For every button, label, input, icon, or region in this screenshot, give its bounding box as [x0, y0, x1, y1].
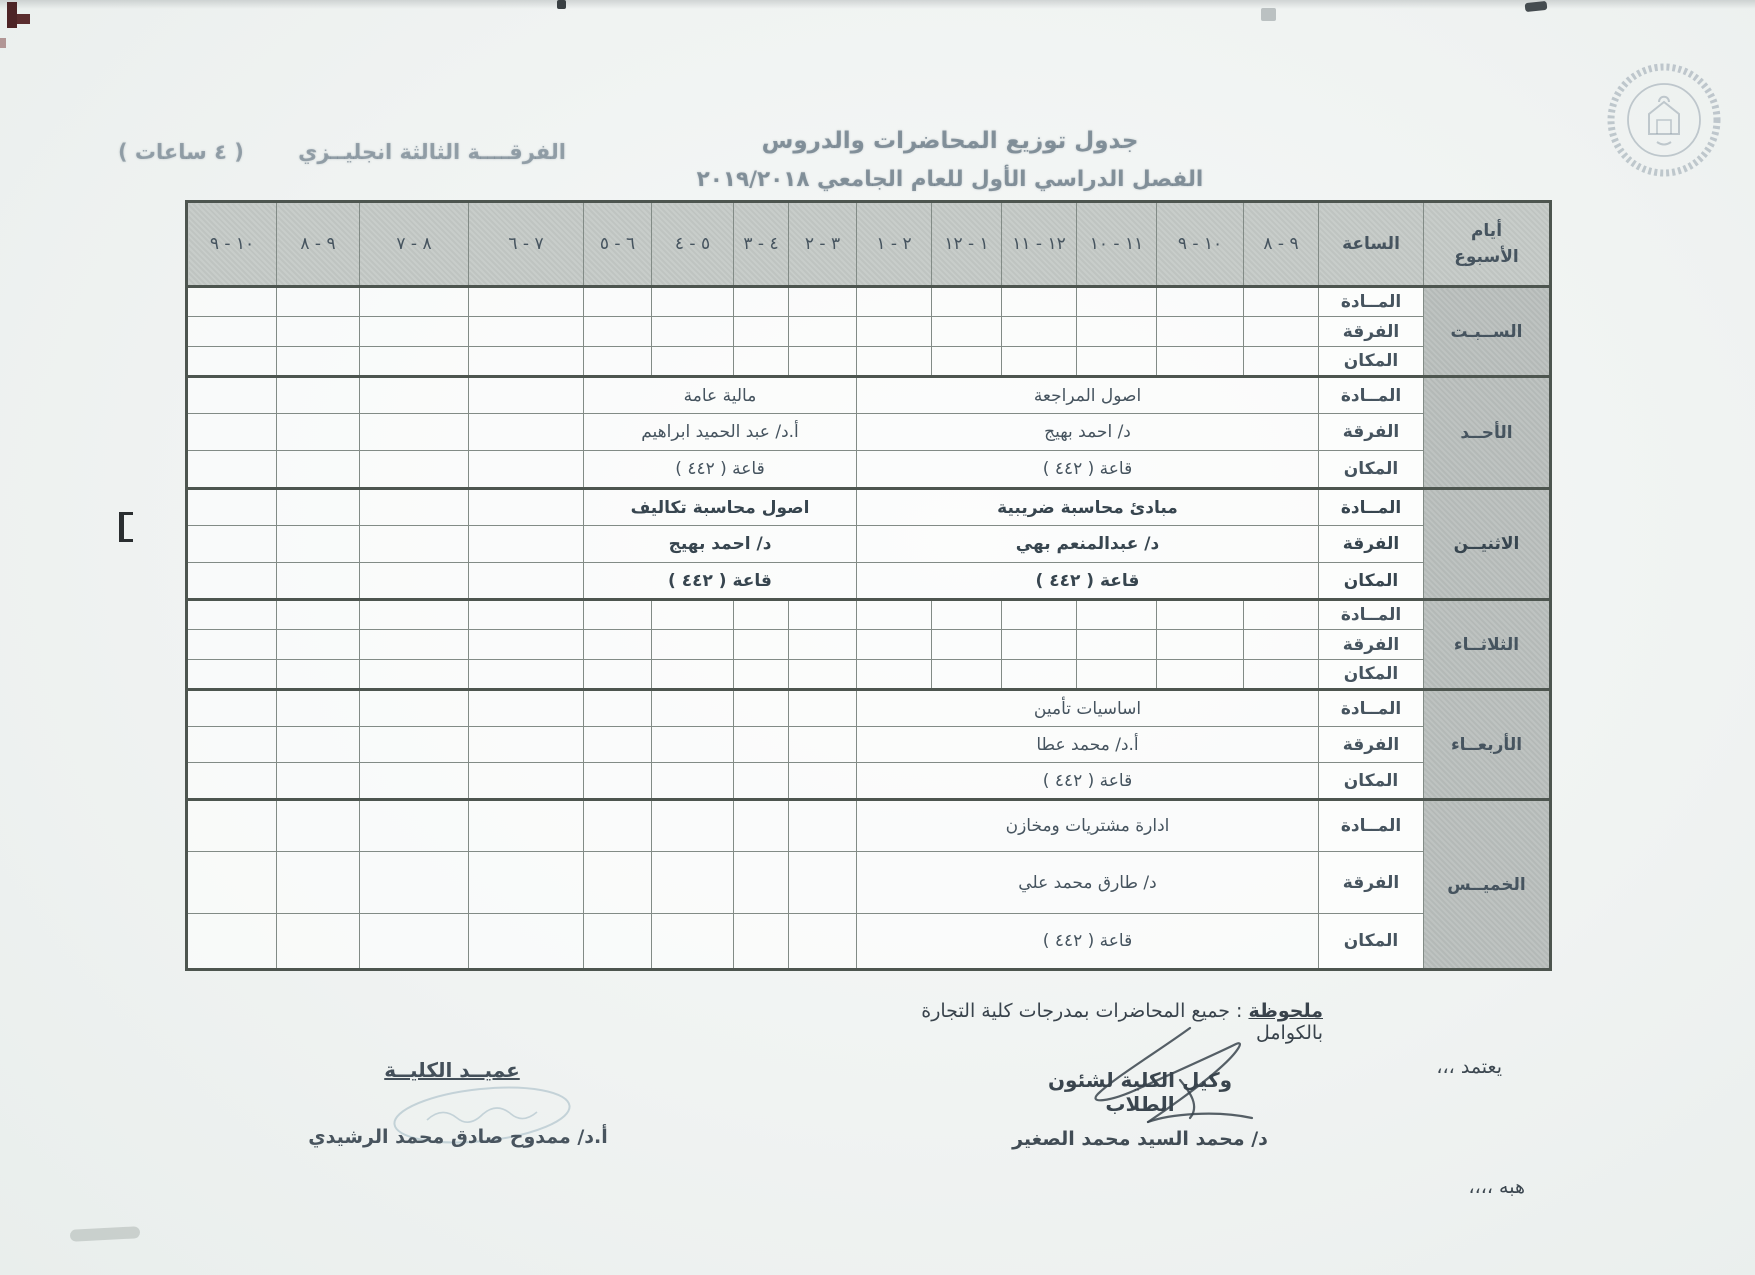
- empty-cell: [360, 377, 469, 414]
- empty-cell: [652, 800, 734, 852]
- day-cell: الخميــس: [1424, 800, 1551, 970]
- row-label-cell: المــادة: [1319, 377, 1424, 414]
- time-slot-header: ٧ - ٦: [469, 202, 584, 287]
- empty-cell: [360, 414, 469, 451]
- row-label-cell: المكان: [1319, 347, 1424, 377]
- empty-cell: [469, 852, 584, 914]
- day-cell: الثلاثــاء: [1424, 600, 1551, 690]
- row-label-cell: المــادة: [1319, 489, 1424, 526]
- empty-cell: [360, 763, 469, 800]
- empty-cell: [360, 526, 469, 563]
- empty-cell: [1157, 317, 1244, 347]
- empty-cell: [469, 526, 584, 563]
- empty-cell: [1002, 600, 1077, 630]
- empty-cell: [277, 600, 360, 630]
- empty-cell: [789, 690, 857, 727]
- note-body: : جميع المحاضرات بمدرجات كلية التجارة بالكوامل: [921, 1000, 1323, 1044]
- days-corner-header: أيام الأسبوع: [1424, 202, 1551, 287]
- empty-cell: [187, 414, 277, 451]
- empty-cell: [277, 763, 360, 800]
- empty-cell: [932, 317, 1002, 347]
- empty-cell: [652, 690, 734, 727]
- empty-cell: [584, 852, 652, 914]
- empty-cell: [652, 287, 734, 317]
- empty-cell: [277, 414, 360, 451]
- empty-cell: [932, 287, 1002, 317]
- empty-cell: [469, 489, 584, 526]
- row-label-cell: المــادة: [1319, 600, 1424, 630]
- lecture-cell: د/ احمد بهيج: [857, 414, 1319, 451]
- empty-cell: [734, 660, 789, 690]
- class-info-hours: ( ٤ ساعات ): [118, 140, 244, 164]
- empty-cell: [187, 852, 277, 914]
- empty-cell: [932, 600, 1002, 630]
- empty-cell: [1244, 600, 1319, 630]
- scan-artifact: [119, 512, 133, 542]
- empty-cell: [652, 347, 734, 377]
- empty-cell: [789, 347, 857, 377]
- empty-cell: [734, 630, 789, 660]
- empty-cell: [1244, 347, 1319, 377]
- empty-cell: [187, 763, 277, 800]
- empty-cell: [360, 451, 469, 489]
- empty-cell: [187, 317, 277, 347]
- empty-cell: [1077, 347, 1157, 377]
- scan-edge-shadow: [0, 0, 1755, 9]
- empty-cell: [584, 287, 652, 317]
- time-slot-header: ١٢ - ١١: [1002, 202, 1077, 287]
- empty-cell: [360, 727, 469, 763]
- empty-cell: [1077, 317, 1157, 347]
- lecture-cell: ادارة مشتريات ومخازن: [857, 800, 1319, 852]
- empty-cell: [187, 347, 277, 377]
- time-slot-header: ٦ - ٥: [584, 202, 652, 287]
- row-label-cell: المــادة: [1319, 800, 1424, 852]
- empty-cell: [360, 317, 469, 347]
- empty-cell: [469, 690, 584, 727]
- empty-cell: [857, 600, 932, 630]
- empty-cell: [469, 914, 584, 970]
- empty-cell: [360, 489, 469, 526]
- empty-cell: [277, 727, 360, 763]
- empty-cell: [469, 563, 584, 600]
- time-slot-header: ٥ - ٤: [652, 202, 734, 287]
- empty-cell: [277, 690, 360, 727]
- scan-artifact: [557, 0, 566, 9]
- empty-cell: [187, 563, 277, 600]
- empty-cell: [277, 451, 360, 489]
- empty-cell: [187, 600, 277, 630]
- empty-cell: [734, 800, 789, 852]
- empty-cell: [277, 852, 360, 914]
- empty-cell: [187, 800, 277, 852]
- empty-cell: [187, 377, 277, 414]
- empty-cell: [1002, 630, 1077, 660]
- empty-cell: [734, 347, 789, 377]
- handwritten-note: هبه ،،،،: [1468, 1176, 1525, 1198]
- lecture-cell: قاعة ( ٤٤٢ ): [857, 914, 1319, 970]
- empty-cell: [789, 660, 857, 690]
- vice-dean-title: وكيل الكلية لشئون الطلاب: [1047, 1068, 1233, 1116]
- lecture-cell: قاعة ( ٤٤٢ ): [584, 451, 857, 489]
- empty-cell: [360, 563, 469, 600]
- empty-cell: [789, 287, 857, 317]
- empty-cell: [469, 377, 584, 414]
- empty-cell: [187, 630, 277, 660]
- empty-cell: [277, 489, 360, 526]
- time-slot-header: ٤ - ٣: [734, 202, 789, 287]
- day-cell: الاثنيــن: [1424, 489, 1551, 600]
- empty-cell: [277, 660, 360, 690]
- empty-cell: [857, 317, 932, 347]
- empty-cell: [789, 600, 857, 630]
- empty-cell: [1157, 630, 1244, 660]
- scan-artifact: [70, 1226, 141, 1242]
- empty-cell: [734, 287, 789, 317]
- empty-cell: [584, 914, 652, 970]
- empty-cell: [652, 763, 734, 800]
- vice-dean-signature: [1040, 1022, 1290, 1142]
- empty-cell: [734, 763, 789, 800]
- empty-cell: [469, 600, 584, 630]
- empty-cell: [187, 287, 277, 317]
- empty-cell: [1157, 287, 1244, 317]
- scan-artifact: [17, 14, 30, 24]
- lecture-cell: قاعة ( ٤٤٢ ): [857, 563, 1319, 600]
- empty-cell: [469, 317, 584, 347]
- schedule-subtitle: الفصل الدراسي الأول للعام الجامعي ٢٠١٩/٢٠١٨: [696, 167, 1204, 192]
- empty-cell: [652, 852, 734, 914]
- time-slot-header: ١٠ - ٩: [1157, 202, 1244, 287]
- empty-cell: [734, 727, 789, 763]
- row-label-cell: المكان: [1319, 563, 1424, 600]
- schedule-table: [185, 200, 1552, 971]
- row-label-cell: الفرقة: [1319, 852, 1424, 914]
- note-label: ملحوظة: [1248, 1000, 1323, 1022]
- time-slot-header: ١١ - ١٠: [1077, 202, 1157, 287]
- lecture-cell: مبادئ محاسبة ضريبية: [857, 489, 1319, 526]
- time-slot-header: ٢ - ١: [857, 202, 932, 287]
- time-slot-header: ١٠ - ٩: [187, 202, 277, 287]
- lecture-cell: د/ طارق محمد علي: [857, 852, 1319, 914]
- row-label-cell: المكان: [1319, 763, 1424, 800]
- row-label-cell: المــادة: [1319, 690, 1424, 727]
- schedule-title: جدول توزيع المحاضرات والدروس: [761, 128, 1139, 154]
- class-info-name: الفرقــــة الثالثة انجليــزي: [298, 140, 566, 164]
- empty-cell: [857, 287, 932, 317]
- empty-cell: [469, 660, 584, 690]
- lecture-cell: أ.د/ محمد عطا: [857, 727, 1319, 763]
- empty-cell: [584, 800, 652, 852]
- time-slot-header: ١ - ١٢: [932, 202, 1002, 287]
- day-cell: الســبـت: [1424, 287, 1551, 377]
- empty-cell: [1002, 660, 1077, 690]
- lecture-cell: د/ عبدالمنعم بهي: [857, 526, 1319, 563]
- empty-cell: [187, 690, 277, 727]
- dean-title: عميــد الكليــة: [384, 1058, 520, 1082]
- empty-cell: [789, 800, 857, 852]
- day-cell: الأربعــاء: [1424, 690, 1551, 800]
- empty-cell: [584, 690, 652, 727]
- empty-cell: [469, 800, 584, 852]
- approve-label: يعتمد ،،،: [1436, 1056, 1502, 1078]
- day-cell: الأحــد: [1424, 377, 1551, 489]
- empty-cell: [1244, 630, 1319, 660]
- empty-cell: [857, 347, 932, 377]
- empty-cell: [1157, 347, 1244, 377]
- empty-cell: [584, 600, 652, 630]
- empty-cell: [277, 630, 360, 660]
- empty-cell: [187, 914, 277, 970]
- empty-cell: [789, 914, 857, 970]
- empty-cell: [584, 727, 652, 763]
- empty-cell: [652, 727, 734, 763]
- empty-cell: [187, 489, 277, 526]
- empty-cell: [360, 347, 469, 377]
- empty-cell: [1077, 600, 1157, 630]
- empty-cell: [277, 800, 360, 852]
- empty-cell: [1157, 600, 1244, 630]
- empty-cell: [584, 630, 652, 660]
- empty-cell: [1077, 287, 1157, 317]
- lecture-cell: قاعة ( ٤٤٢ ): [857, 451, 1319, 489]
- empty-cell: [360, 690, 469, 727]
- scan-artifact: [7, 2, 17, 28]
- empty-cell: [1002, 317, 1077, 347]
- empty-cell: [734, 852, 789, 914]
- empty-cell: [652, 317, 734, 347]
- time-slot-header: ٨ - ٧: [360, 202, 469, 287]
- empty-cell: [734, 600, 789, 630]
- empty-cell: [360, 287, 469, 317]
- empty-cell: [469, 287, 584, 317]
- row-label-cell: المكان: [1319, 451, 1424, 489]
- row-label-cell: الفرقة: [1319, 414, 1424, 451]
- empty-cell: [360, 914, 469, 970]
- vice-dean-name: د/ محمد السيد محمد الصغير: [1012, 1128, 1268, 1150]
- empty-cell: [932, 347, 1002, 377]
- empty-cell: [469, 451, 584, 489]
- empty-cell: [277, 563, 360, 600]
- empty-cell: [734, 317, 789, 347]
- empty-cell: [360, 630, 469, 660]
- empty-cell: [360, 800, 469, 852]
- empty-cell: [652, 630, 734, 660]
- hour-header: الساعة: [1319, 202, 1424, 287]
- empty-cell: [1244, 287, 1319, 317]
- empty-cell: [652, 914, 734, 970]
- empty-cell: [1157, 660, 1244, 690]
- dean-name: أ.د/ ممدوح صادق محمد الرشيدي: [308, 1126, 608, 1148]
- row-label-cell: الفرقة: [1319, 317, 1424, 347]
- empty-cell: [1244, 317, 1319, 347]
- empty-cell: [277, 347, 360, 377]
- empty-cell: [932, 660, 1002, 690]
- row-label-cell: المكان: [1319, 914, 1424, 970]
- schedule-title-block: [690, 128, 1210, 192]
- empty-cell: [277, 377, 360, 414]
- empty-cell: [584, 347, 652, 377]
- empty-cell: [857, 630, 932, 660]
- empty-cell: [1244, 660, 1319, 690]
- row-label-cell: المكان: [1319, 660, 1424, 690]
- empty-cell: [360, 600, 469, 630]
- empty-cell: [652, 600, 734, 630]
- lecture-cell: اصول محاسبة تكاليف: [584, 489, 857, 526]
- empty-cell: [584, 660, 652, 690]
- empty-cell: [469, 763, 584, 800]
- empty-cell: [469, 630, 584, 660]
- empty-cell: [1077, 630, 1157, 660]
- empty-cell: [187, 660, 277, 690]
- lecture-cell: مالية عامة: [584, 377, 857, 414]
- empty-cell: [1002, 347, 1077, 377]
- empty-cell: [277, 317, 360, 347]
- university-seal-icon: [1605, 58, 1723, 180]
- empty-cell: [469, 347, 584, 377]
- empty-cell: [734, 914, 789, 970]
- lecture-cell: قاعة ( ٤٤٢ ): [857, 763, 1319, 800]
- scan-artifact: [1261, 8, 1276, 21]
- empty-cell: [789, 727, 857, 763]
- empty-cell: [187, 526, 277, 563]
- lecture-cell: اساسيات تأمين: [857, 690, 1319, 727]
- empty-cell: [277, 526, 360, 563]
- empty-cell: [789, 630, 857, 660]
- time-slot-header: ٣ - ٢: [789, 202, 857, 287]
- empty-cell: [360, 852, 469, 914]
- row-label-cell: الفرقة: [1319, 727, 1424, 763]
- lecture-cell: اصول المراجعة: [857, 377, 1319, 414]
- empty-cell: [789, 317, 857, 347]
- empty-cell: [789, 852, 857, 914]
- time-slot-header: ٩ - ٨: [277, 202, 360, 287]
- empty-cell: [932, 630, 1002, 660]
- empty-cell: [360, 660, 469, 690]
- row-label-cell: الفرقة: [1319, 526, 1424, 563]
- class-info: [118, 140, 566, 164]
- row-label-cell: الفرقة: [1319, 630, 1424, 660]
- scan-artifact: [1525, 1, 1548, 12]
- empty-cell: [857, 660, 932, 690]
- empty-cell: [1077, 660, 1157, 690]
- empty-cell: [584, 317, 652, 347]
- lecture-cell: أ.د/ عبد الحميد ابراهيم: [584, 414, 857, 451]
- time-slot-header: ٩ - ٨: [1244, 202, 1319, 287]
- empty-cell: [734, 690, 789, 727]
- empty-cell: [1002, 287, 1077, 317]
- row-label-cell: المــادة: [1319, 287, 1424, 317]
- empty-cell: [789, 763, 857, 800]
- empty-cell: [277, 287, 360, 317]
- scan-artifact: [0, 38, 6, 48]
- lecture-cell: د/ احمد بهيج: [584, 526, 857, 563]
- lecture-cell: قاعة ( ٤٤٢ ): [584, 563, 857, 600]
- empty-cell: [584, 763, 652, 800]
- empty-cell: [469, 414, 584, 451]
- empty-cell: [187, 727, 277, 763]
- empty-cell: [652, 660, 734, 690]
- empty-cell: [187, 451, 277, 489]
- empty-cell: [469, 727, 584, 763]
- empty-cell: [277, 914, 360, 970]
